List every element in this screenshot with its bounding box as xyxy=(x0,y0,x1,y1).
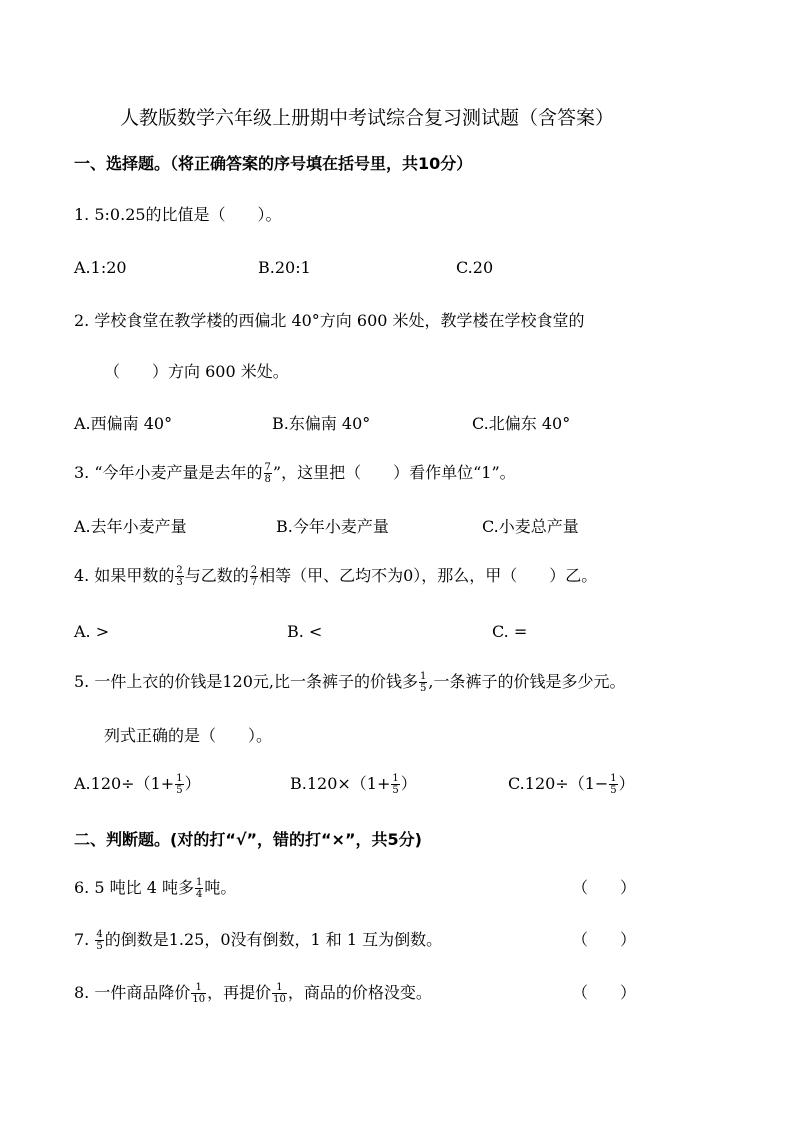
q5-option-c-close: ） xyxy=(618,774,635,793)
q8-text-post: ，商品的价格没变。 xyxy=(287,983,432,1002)
fraction-numerator: 1 xyxy=(176,773,183,784)
question-8 xyxy=(74,981,432,1005)
fraction-denominator: 4 xyxy=(195,889,203,900)
q3-text-post: ”，这里把（ ）看作单位“1”。 xyxy=(272,463,516,482)
q4-text-pre: 4. 如果甲数的 xyxy=(74,566,175,585)
q4-option-c: C. = xyxy=(492,622,528,641)
fraction-numerator: 1 xyxy=(195,877,203,888)
q8-fraction-1 xyxy=(191,982,206,1005)
q2-option-b: B.东偏南 40° xyxy=(272,414,371,433)
section-heading-judgement: 二、判断题。(对的打“√”，错的打“×”，共5分) xyxy=(74,830,422,849)
fraction-denominator: 5 xyxy=(176,785,183,796)
fraction-denominator: 7 xyxy=(250,577,258,588)
fraction-denominator: 8 xyxy=(264,474,271,485)
q7-text-post: 的倒数是1.25，0没有倒数，1 和 1 互为倒数。 xyxy=(104,930,443,949)
q5-option-c xyxy=(508,772,635,796)
fraction-denominator: 5 xyxy=(610,785,617,796)
q4-fraction-1 xyxy=(175,565,183,588)
q3-option-c: C.小麦总产量 xyxy=(482,517,579,536)
question-2-line-2: （ ）方向 600 米处。 xyxy=(104,362,289,381)
q7-answer-blank: （ ） xyxy=(572,930,637,949)
q5-option-a xyxy=(74,772,201,796)
q5-option-b-fraction xyxy=(391,773,399,796)
q4-fraction-2 xyxy=(250,565,258,588)
fraction-denominator: 5 xyxy=(419,683,427,694)
fraction-numerator: 1 xyxy=(610,773,617,784)
q1-option-a: A.1:20 xyxy=(74,258,127,277)
q5-fraction xyxy=(419,671,427,694)
fraction-denominator: 10 xyxy=(273,994,286,1005)
fraction-numerator: 1 xyxy=(419,671,427,682)
q2-option-a: A.西偏南 40° xyxy=(74,414,173,433)
q6-text-pre: 6. 5 吨比 4 吨多 xyxy=(74,878,194,897)
q4-text-post: 相等（甲、乙均不为0），那么，甲（ ）乙。 xyxy=(259,566,598,585)
q3-option-b: B.今年小麦产量 xyxy=(276,517,389,536)
fraction-denominator: 10 xyxy=(192,994,206,1005)
fraction-denominator: 3 xyxy=(176,577,183,588)
fraction-numerator: 1 xyxy=(272,982,287,994)
question-5-line-1 xyxy=(74,670,625,694)
q1-option-c: C.20 xyxy=(456,258,494,277)
q5-option-b-text: B.120×（1+ xyxy=(290,774,391,793)
q8-answer-blank: （ ） xyxy=(572,983,637,1002)
q4-text-mid: 与乙数的 xyxy=(184,566,249,585)
question-7 xyxy=(74,928,442,952)
q3-fraction xyxy=(264,462,272,485)
q8-fraction-2 xyxy=(272,982,287,1005)
q5-option-b xyxy=(290,772,417,796)
fraction-denominator: 5 xyxy=(392,785,399,796)
fraction-numerator: 1 xyxy=(191,982,206,994)
q6-answer-blank: （ ） xyxy=(572,878,637,897)
q6-text-post: 吨。 xyxy=(204,878,237,897)
q3-text-pre: 3. “今年小麦产量是去年的 xyxy=(74,463,263,482)
fraction-denominator: 5 xyxy=(96,941,103,952)
question-2-line-1: 2. 学校食堂在教学楼的西偏北 40°方向 600 米处，教学楼在学校食堂的 xyxy=(74,311,585,330)
question-1: 1. 5:0.25的比值是（ ）。 xyxy=(74,205,282,224)
fraction-numerator: 1 xyxy=(392,773,399,784)
q8-text-pre: 8. 一件商品降价 xyxy=(74,983,191,1002)
q4-option-b: B. < xyxy=(287,622,323,641)
q5-option-c-text: C.120÷（1− xyxy=(508,774,609,793)
q5-option-a-close: ） xyxy=(184,774,201,793)
question-3 xyxy=(74,461,516,485)
q5-option-c-fraction xyxy=(609,773,617,796)
q2-option-c: C.北偏东 40° xyxy=(472,414,571,433)
q8-text-mid: ，再提价 xyxy=(207,983,272,1002)
q6-fraction xyxy=(195,877,203,900)
q5-text-post: ,一条裤子的价钱是多少元。 xyxy=(428,672,626,691)
question-6 xyxy=(74,876,236,900)
fraction-numerator: 2 xyxy=(250,565,258,576)
q7-text-pre: 7. xyxy=(74,930,95,949)
q1-option-b: B.20:1 xyxy=(258,258,311,277)
q5-option-a-text: A.120÷（1+ xyxy=(74,774,175,793)
q5-text-pre: 5. 一件上衣的价钱是120元,比一条裤子的价钱多 xyxy=(74,672,418,691)
fraction-numerator: 7 xyxy=(264,462,271,473)
page-title: 人教版数学六年级上册期中考试综合复习测试题（含答案） xyxy=(120,107,615,129)
question-4 xyxy=(74,564,597,588)
fraction-numerator: 2 xyxy=(176,565,183,576)
q7-fraction xyxy=(95,929,103,952)
fraction-numerator: 4 xyxy=(96,929,103,940)
question-5-line-2: 列式正确的是（ ）。 xyxy=(104,726,273,745)
section-heading-choice: 一、选择题。（将正确答案的序号填在括号里，共10分） xyxy=(74,154,473,173)
q5-option-b-close: ） xyxy=(400,774,417,793)
q3-option-a: A.去年小麦产量 xyxy=(74,517,187,536)
q5-option-a-fraction xyxy=(175,773,183,796)
q4-option-a: A. > xyxy=(74,622,110,641)
